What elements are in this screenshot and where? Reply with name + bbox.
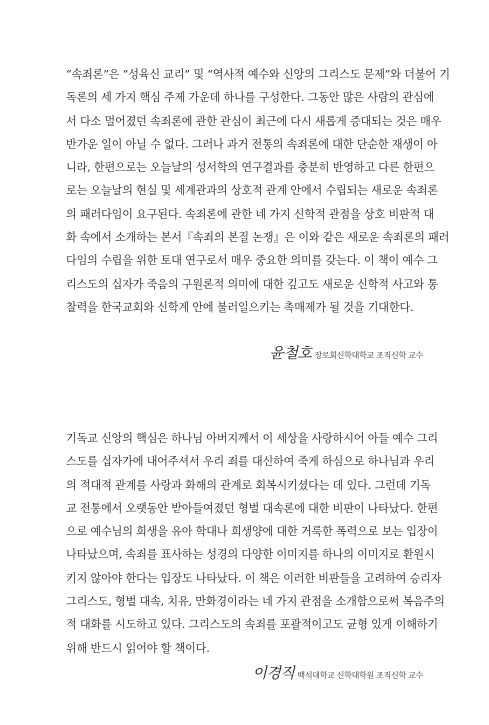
signature-title: 장로회신학대학교 조직신학 교수 bbox=[314, 351, 423, 360]
signature-name: 윤철호 bbox=[269, 344, 312, 362]
recommendation-2 bbox=[66, 427, 445, 660]
text-line: 의 적대적 관계를 사랑과 화해의 관계로 회복시키셨다는 데 있다. 그런데 기독 bbox=[66, 478, 431, 492]
signature-title: 백석대학교 신학대학원 조직신학 교수 bbox=[297, 671, 423, 680]
text-line: “속죄론”은 “성육신 교리” 및 “역사적 예수와 신앙의 그리스도 문제”와 더불어 기 bbox=[66, 68, 450, 81]
text-line: 으로 예수님의 희생을 유아 학대나 희생양에 대한 거룩한 폭력으로 보는 입장이 bbox=[66, 525, 438, 539]
signature-1 bbox=[270, 342, 423, 363]
text-line: 로는 오늘날의 현실 및 세계관과의 상호적 관계 안에서 수립되는 새로운 속죄론 bbox=[66, 184, 438, 198]
text-line: 기독교 신앙의 핵심은 하나님 아버지께서 이 세상을 사랑하시어 아들 예수 그리 bbox=[66, 432, 438, 445]
text-line: 서 다소 멀어졌던 속죄론에 관한 관심이 최근에 다시 새롭게 증대되는 것은 매우 bbox=[66, 114, 442, 128]
text-line: 그리스도, 형벌 대속, 치유, 만화경이라는 네 가지 관점을 소개함으로써 복음주의 bbox=[66, 595, 445, 609]
text-line: 반가운 일이 아닐 수 없다. 그러나 과거 전통의 속죄론에 대한 단순한 재생이 아 bbox=[66, 137, 438, 151]
text-line: 니라, 한편으로는 오늘날의 성서학의 연구결과를 충분히 반영하고 다른 한편으 bbox=[66, 161, 435, 175]
text-line: 찰력을 한국교회와 신학계 안에 불러일으키는 촉매제가 될 것을 기대한다. bbox=[66, 300, 414, 314]
signature-2 bbox=[252, 662, 423, 683]
text-line: 적 대화를 시도하고 있다. 그리스도의 속죄를 포괄적이고도 균형 있게 이해하기 bbox=[66, 618, 438, 632]
recommendation-1 bbox=[66, 63, 450, 319]
text-line: 의 패러다임이 요구된다. 속죄론에 관한 네 가지 신학적 관점을 상호 비판적 대 bbox=[66, 207, 435, 221]
text-line: 교 전통에서 오랫동안 받아들여졌던 형벌 대속론에 대한 비판이 나타났다. 한편 bbox=[66, 501, 438, 515]
text-line: 나타났으며, 속죄를 표사하는 성경의 다양한 이미지를 하나의 이미지로 환원시 bbox=[66, 548, 435, 562]
text-line: 다임의 수립을 위한 토대 연구로서 매우 중요한 의미를 갖는다. 이 책이 예수 그 bbox=[66, 254, 438, 268]
text-line: 화 속에서 소개하는 본서『속죄의 본질 논쟁』은 이와 같은 새로운 속죄론의 패러 bbox=[66, 231, 450, 245]
text-line: 독론의 세 가지 핵심 주제 가운데 하나를 구성한다. 그동안 많은 사람의 관심에 bbox=[66, 91, 435, 105]
text-line: 스도를 십자가에 내어주셔서 우리 죄를 대신하여 죽게 하심으로 하나님과 우리 bbox=[66, 455, 435, 469]
text-line: 위해 반드시 읽어야 할 책이다. bbox=[66, 641, 210, 655]
recommendation-1-text bbox=[66, 63, 450, 319]
recommendation-2-text bbox=[66, 427, 445, 660]
signature-name: 이경직 bbox=[252, 664, 295, 682]
text-line: 리스도의 십자가 죽음의 구원론적 의미에 대한 깊고도 새로운 신학적 사고와 통 bbox=[66, 277, 438, 291]
text-line: 키지 않아야 한다는 입장도 나타났다. 이 책은 이러한 비판들을 고려하여 승리자 bbox=[66, 571, 442, 585]
